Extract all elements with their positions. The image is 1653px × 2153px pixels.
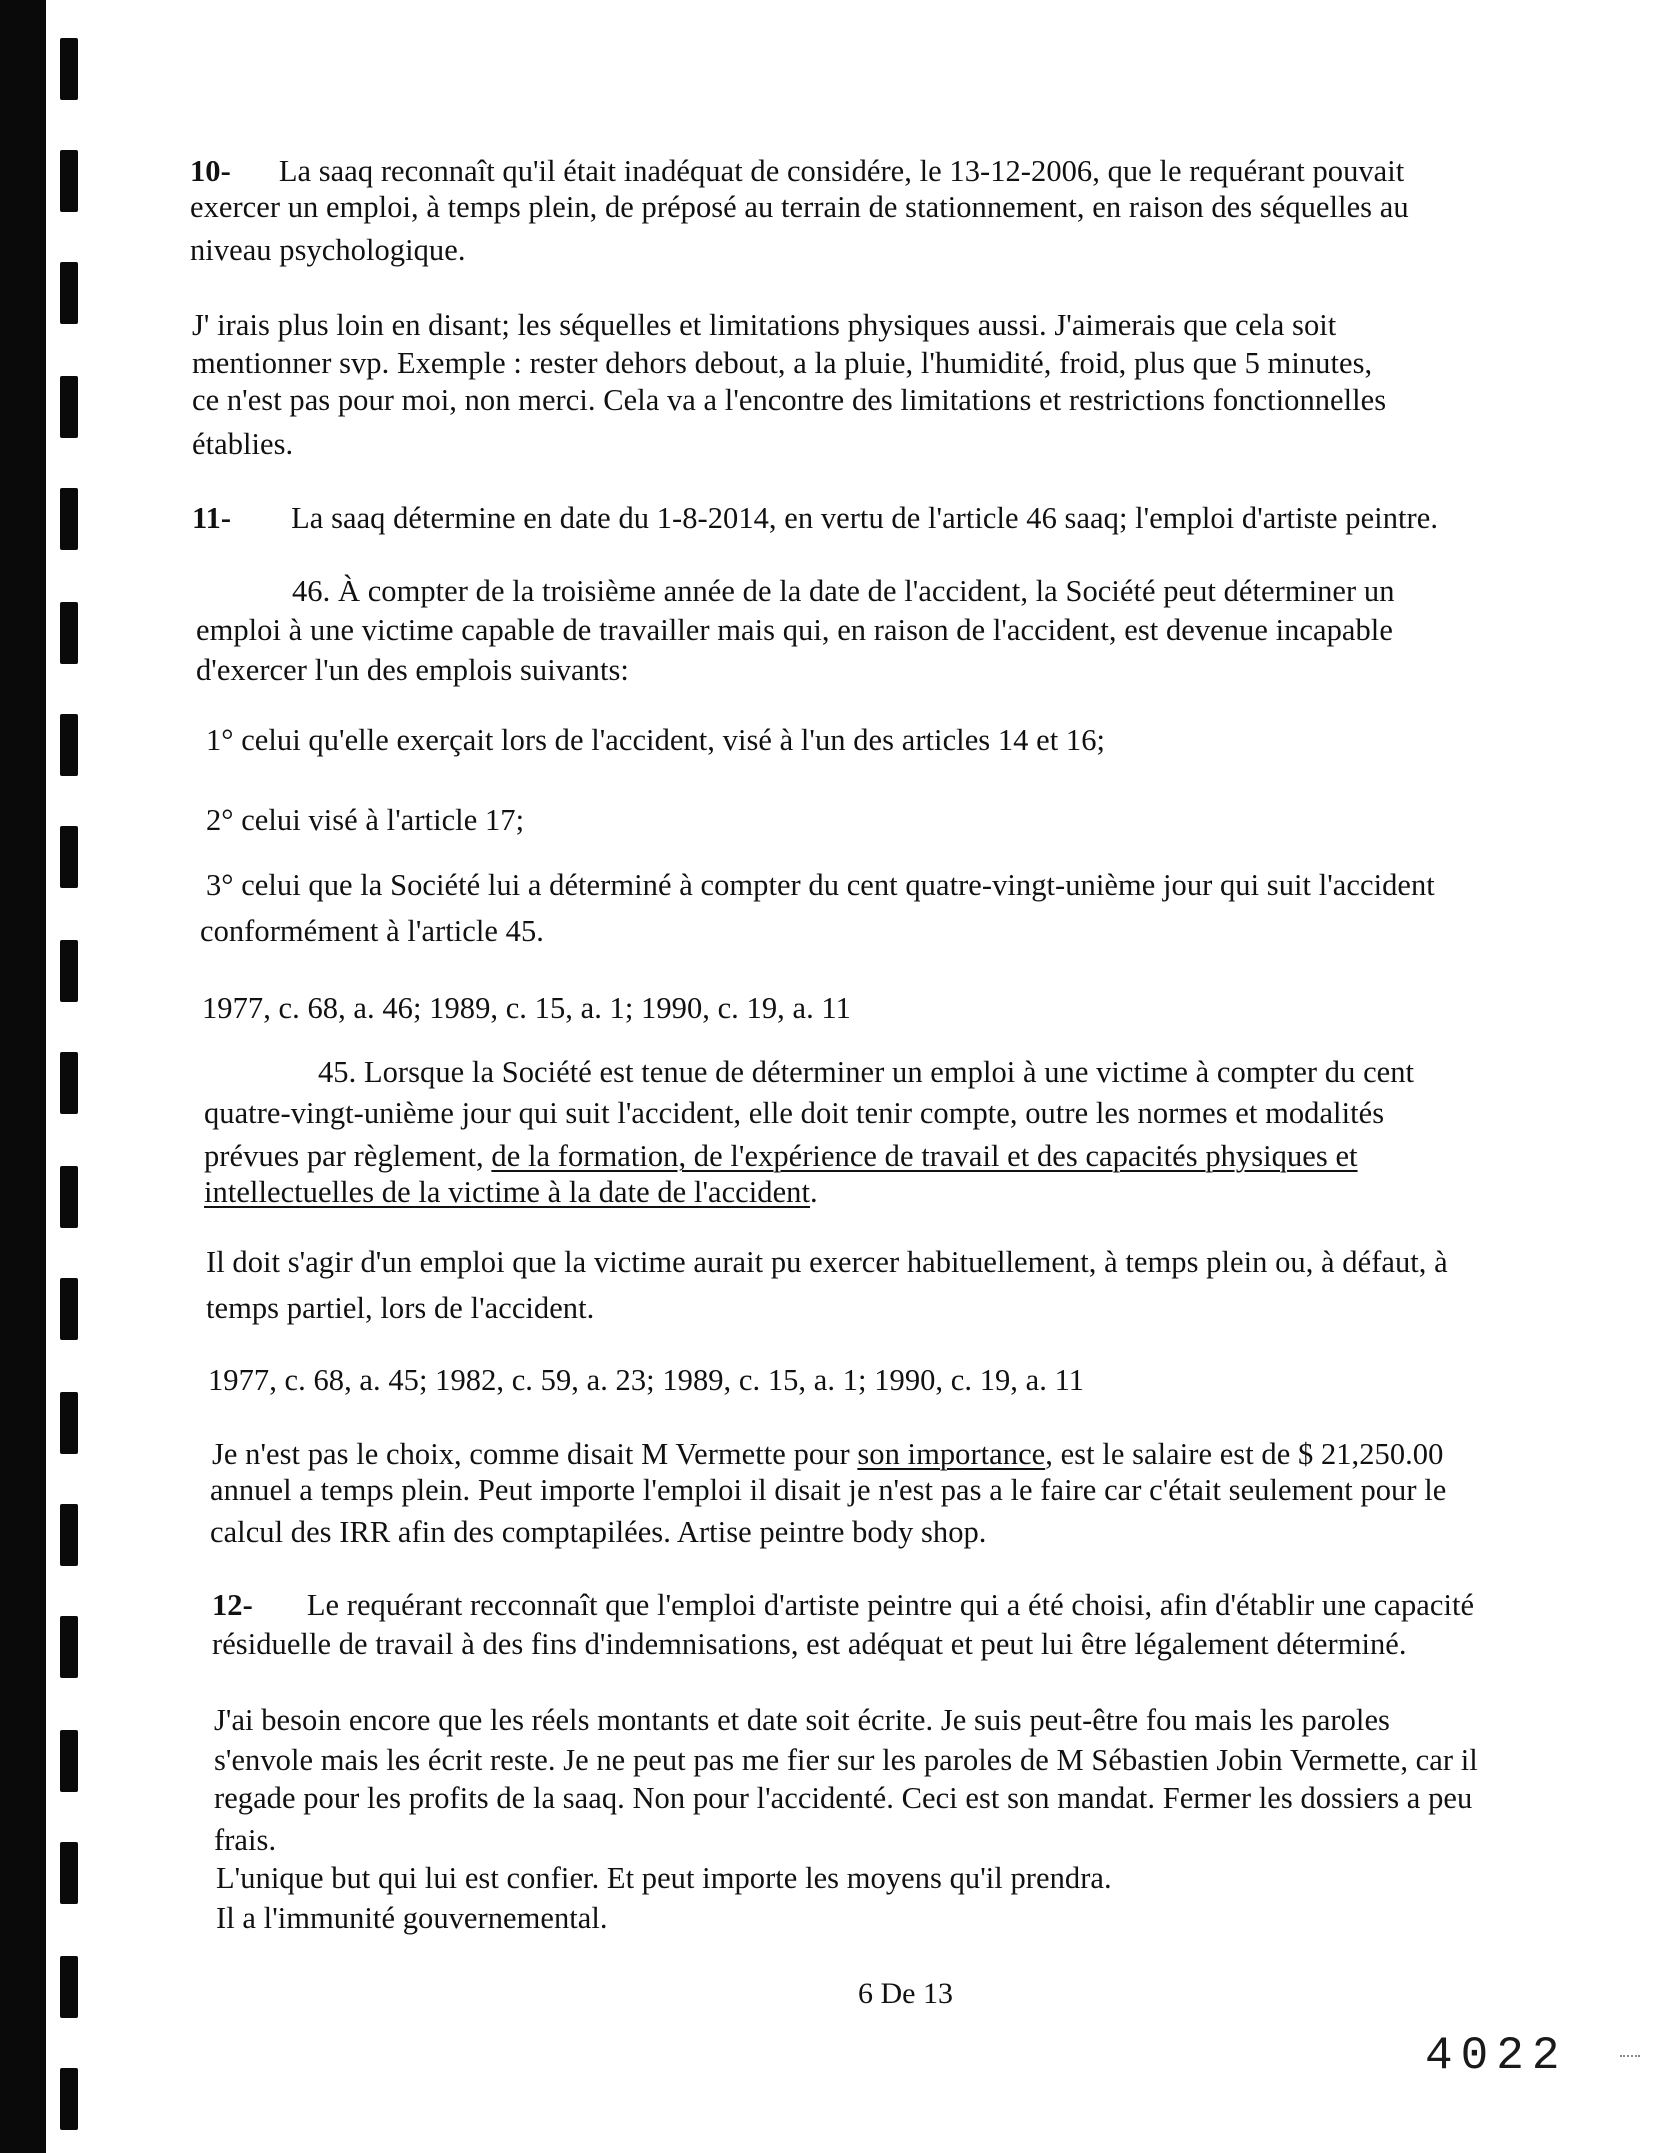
section-12-line: résiduelle de travail à des fins d'indemnisations, est adéquat et peut lui être légalement déterminé. xyxy=(212,1627,1407,1661)
section-10-line xyxy=(190,153,1404,189)
article-45-line: 45. Lorsque la Société est tenue de déterminer un emploi à une victime à compter du cent xyxy=(318,1055,1415,1089)
section-12-comment-line: s'envole mais les écrit reste. Je ne peut pas me fier sur les paroles de M Sébastien Jobin Vermette, car il xyxy=(214,1743,1478,1777)
section-11-comment-line: annuel a temps plein. Peut importe l'emploi il disait je n'est pas a le faire car c'était seulement pour le xyxy=(210,1473,1447,1507)
section-11-text: La saaq détermine en date du 1-8-2014, en vertu de l'article 46 saaq; l'emploi d'artiste peintre. xyxy=(291,501,1438,535)
binding-mark xyxy=(60,1616,78,1678)
section-12-text: Le requérant recconnaît que l'emploi d'artiste peintre qui a été choisi, afin d'établir une capacité xyxy=(306,1588,1475,1622)
section-10-line: exercer un emploi, à temps plein, de préposé au terrain de stationnement, en raison des séquelles au xyxy=(190,190,1409,224)
section-12-comment-line: frais. xyxy=(214,1823,277,1857)
binding-mark xyxy=(60,262,78,324)
article-45-text: prévues par règlement, xyxy=(204,1139,492,1173)
section-12-line xyxy=(212,1587,1474,1623)
article-45-underlined-text: intellectuelles de la victime à la date de l'accident xyxy=(204,1175,810,1209)
article-45-line: quatre-vingt-unième jour qui suit l'accident, elle doit tenir compte, outre les normes et modalités xyxy=(204,1096,1385,1130)
section-10-line: niveau psychologique. xyxy=(190,233,466,267)
article-45-text: . xyxy=(810,1175,818,1209)
section-10-comment-line: J' irais plus loin en disant; les séquelles et limitations physiques aussi. J'aimerais que cela soit xyxy=(192,308,1337,342)
article-46-item-3: 3° celui que la Société lui a déterminé à compter du cent quatre-vingt-unième jour qui suit l'accident xyxy=(206,868,1435,902)
binding-mark xyxy=(60,488,78,550)
article-46-item-1: 1° celui qu'elle exerçait lors de l'accident, visé à l'un des articles 14 et 16; xyxy=(206,723,1106,757)
binding-mark xyxy=(60,38,78,100)
section-11-comment-line xyxy=(212,1436,1443,1472)
article-45-line xyxy=(204,1138,1358,1174)
binding-mark xyxy=(60,1730,78,1792)
section-10-comment-line: mentionner svp. Exemple : rester dehors debout, a la pluie, l'humidité, froid, plus que 5 minutes, xyxy=(192,346,1373,380)
section-11-comment-line: calcul des IRR afin des comptapilées. Artise peintre body shop. xyxy=(210,1515,987,1549)
section-12-comment-line: J'ai besoin encore que les réels montants et date soit écrite. Je suis peut-être fou mais les paroles xyxy=(214,1703,1390,1737)
page-number: 6 De 13 xyxy=(858,1977,953,2010)
section-12-comment-line: L'unique but qui lui est confier. Et peut importe les moyens qu'il prendra. xyxy=(216,1861,1112,1895)
section-10-comment-line: ce n'est pas pour moi, non merci. Cela va a l'encontre des limitations et restrictions fonctionnelles xyxy=(192,383,1387,417)
binding-mark xyxy=(60,2068,78,2130)
binding-mark xyxy=(60,1956,78,2018)
scan-speck xyxy=(1620,2055,1640,2063)
binding-mark xyxy=(60,1166,78,1228)
section-11-comment-text: , est le salaire est de $ 21,250.00 xyxy=(1045,1437,1444,1471)
section-10-number: 10- xyxy=(190,154,231,188)
section-11-comment-text: Je n'est pas le choix, comme disait M Vermette pour xyxy=(212,1437,858,1471)
article-46-line: emploi à une victime capable de travailler mais qui, en raison de l'accident, est devenue incapable xyxy=(196,613,1393,647)
binding-mark xyxy=(60,602,78,664)
binding-mark xyxy=(60,1278,78,1340)
binding-mark xyxy=(60,376,78,438)
binding-mark xyxy=(60,1052,78,1114)
binding-strip xyxy=(0,0,46,2153)
section-12-comment-line: regade pour les profits de la saaq. Non pour l'accidenté. Ceci est son mandat. Fermer les dossiers a peu xyxy=(214,1781,1473,1815)
section-12-comment-line: Il a l'immunité gouvernemental. xyxy=(216,1901,608,1935)
document-stamp-number: 4022 xyxy=(1425,2030,1568,2082)
binding-mark xyxy=(60,1392,78,1454)
article-45-line xyxy=(204,1174,818,1210)
article-45-paragraph-line: temps partiel, lors de l'accident. xyxy=(206,1291,595,1325)
article-46-line: 46. À compter de la troisième année de la date de l'accident, la Société peut déterminer un xyxy=(292,574,1395,608)
section-11-line xyxy=(192,500,1438,536)
section-12-number: 12- xyxy=(212,1588,253,1622)
binding-mark xyxy=(60,714,78,776)
binding-mark xyxy=(60,940,78,1002)
section-10-text: La saaq reconnaît qu'il était inadéquat de considére, le 13-12-2006, que le requérant pouvait xyxy=(278,154,1405,188)
section-10-comment-line: établies. xyxy=(192,427,294,461)
article-46-item-3: conformément à l'article 45. xyxy=(200,914,544,948)
binding-mark xyxy=(60,826,78,888)
binding-mark xyxy=(60,1842,78,1904)
section-11-comment-underlined: son importance xyxy=(857,1437,1046,1471)
article-46-item-2: 2° celui visé à l'article 17; xyxy=(206,803,525,837)
article-45-paragraph-line: Il doit s'agir d'un emploi que la victime aurait pu exercer habituellement, à temps plein ou, à défaut, à xyxy=(206,1245,1448,1279)
binding-mark xyxy=(60,150,78,212)
article-45-reference: 1977, c. 68, a. 45; 1982, c. 59, a. 23; 1989, c. 15, a. 1; 1990, c. 19, a. 11 xyxy=(208,1363,1085,1397)
article-45-underlined-text: de la formation, de l'expérience de travail et des capacités physiques et xyxy=(491,1139,1358,1173)
article-46-reference: 1977, c. 68, a. 46; 1989, c. 15, a. 1; 1990, c. 19, a. 11 xyxy=(202,991,851,1025)
binding-mark xyxy=(60,1504,78,1566)
section-11-number: 11- xyxy=(192,501,232,535)
article-46-line: d'exercer l'un des emplois suivants: xyxy=(196,653,629,687)
